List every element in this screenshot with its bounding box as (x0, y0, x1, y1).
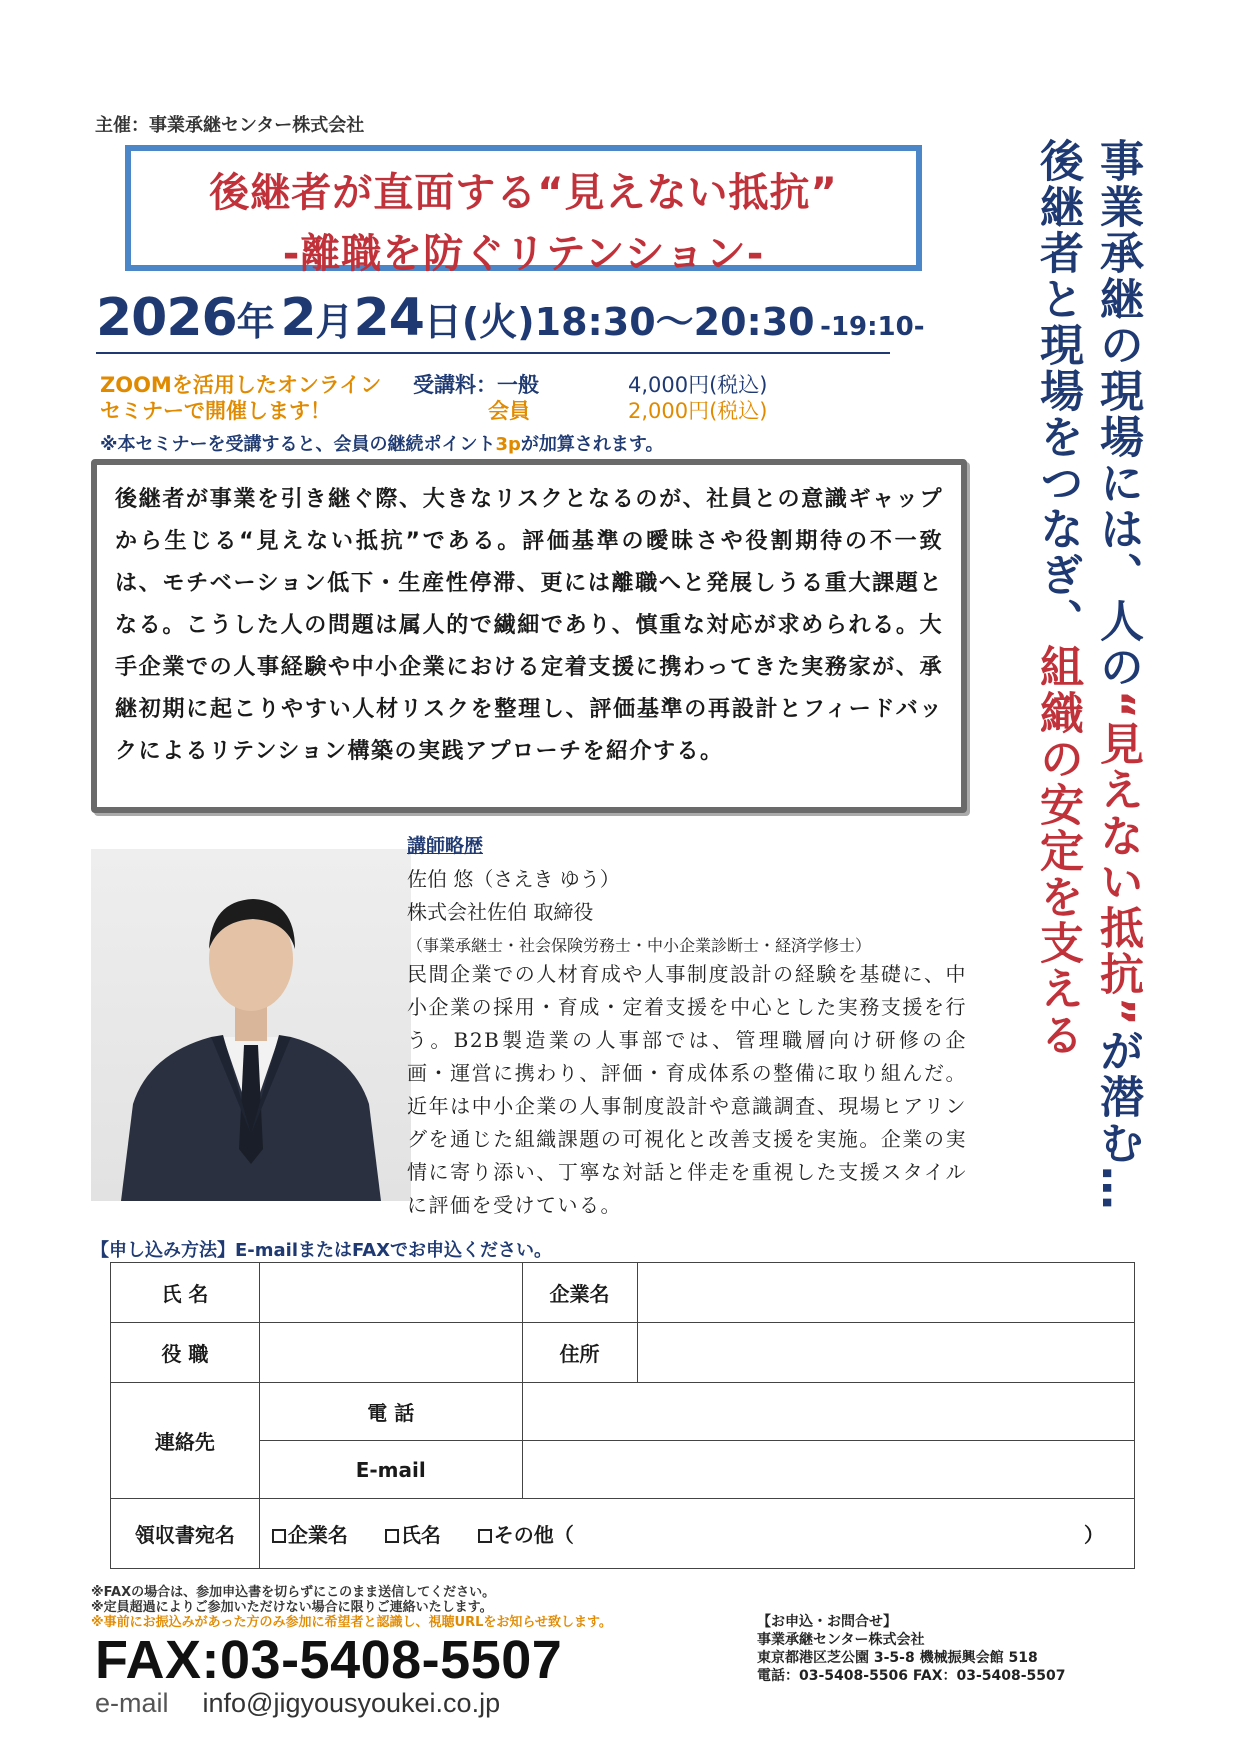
email-label: E-mail (259, 1441, 522, 1499)
receipt-option-name[interactable] (385, 1523, 441, 1547)
apply-method: 【申し込み方法】E-mailまたはFAXでお申込ください。 (91, 1240, 553, 1261)
receipt-label: 領収書宛名 (111, 1499, 260, 1569)
receipt-option-name-label: 氏名 (400, 1523, 441, 1547)
phone-label: 電 話 (259, 1383, 522, 1441)
note-2: ※定員超過によりご参加いただけない場合に限りご連絡いたします。 (91, 1600, 493, 1615)
year: 2026 (96, 288, 237, 348)
point-note-pre: ※本セミナーを受講すると、会員の継続ポイント (100, 434, 496, 455)
online-line2: セミナーで開催します！ (100, 399, 331, 423)
note-1: ※FAXの場合は、参加申込書を切らずにこのまま送信してください。 (91, 1585, 496, 1600)
contact-heading: 【お申込・お問合せ】 (757, 1614, 897, 1630)
name-label: 氏 名 (111, 1263, 260, 1323)
day-unit: 日 (423, 300, 462, 344)
email-address[interactable]: info@jigyousyoukei.co.jp (202, 1688, 501, 1718)
contact-phone: 電話：03-5408-5506 FAX：03-5408-5507 (757, 1668, 1066, 1684)
point-note-post: が加算されます。 (520, 434, 664, 455)
point-note-points: 3p (495, 434, 521, 455)
name-field[interactable] (259, 1263, 522, 1323)
speaker-bio: 民間企業での人材育成や人事制度設計の経験を基礎に、中小企業の採用・育成・定着支援を中心とした実務支援を行う。B2B製造業の人事部では、管理職層向け研修の企画・運営に携わり、評価・育成体系の整備に取り組んだ。近年は中小企業の人事制度設計や意識調査、現場ヒアリングを通じた組織課題の可視化と改善支援を実施。企業の実情に寄り添い、丁寧な対話と伴走を重視した支援スタイルに評価を受けている。 (407, 962, 967, 1217)
vertical-2-pre: 後継者と現場をつなぎ、 (1032, 138, 1083, 644)
receipt-option-other[interactable] (478, 1523, 574, 1547)
checkbox-icon[interactable] (272, 1529, 286, 1543)
vertical-headline-1 (1092, 138, 1143, 1212)
event-datetime (96, 288, 925, 354)
speaker-portrait-icon (91, 849, 411, 1201)
intro-text: 後継者が事業を引き継ぐ際、大きなリスクとなるのが、社員との意識ギャップから生じる“見えない抵抗”である。評価基準の曖昧さや役割期待の不一致は、モチベーション低下・生産性停滞、更には離職へと発展しうる重大課題となる。こうした人の問題は属人的で繊細であり、慎重な対応が求められる。大手企業での人事経験や中小企業における定着支援に携わってきた実務家が、承継初期に起こりやすい人材リスクを整理し、評価基準の再設計とフィードバックによるリテンション構築の実践アプローチを紹介する。 (115, 487, 943, 764)
time-suffix: -19:10- (820, 312, 925, 342)
speaker-qualifications: （事業承継士・社会保険労務士・中小企業診断士・経済学修士） (407, 936, 872, 955)
day: 24 (353, 288, 424, 348)
fee-label: 受講料：一般 (413, 373, 539, 397)
email-line (95, 1688, 500, 1719)
intro-box (91, 459, 967, 813)
phone-field[interactable] (522, 1383, 1134, 1441)
time: 18:30〜20:30 (534, 300, 815, 344)
address-label: 住所 (522, 1323, 637, 1383)
notes (91, 1585, 612, 1630)
note-3: ※事前にお振込みがあった方のみ参加に希望者と認識し、視聴URLをお知らせ致します。 (91, 1615, 612, 1630)
speaker-photo (91, 849, 411, 1201)
receipt-option-other-label: その他（ (493, 1523, 574, 1547)
fee-member-label: 会員 (488, 399, 530, 423)
fee-general: 4,000円(税込) (628, 373, 768, 397)
receipt-close-paren: ） (1084, 1523, 1104, 1547)
title-sub: -離職を防ぐリテンション- (282, 231, 765, 277)
checkbox-icon[interactable] (385, 1529, 399, 1543)
contact-block (757, 1613, 1066, 1685)
company-label: 企業名 (522, 1263, 637, 1323)
month-unit: 月 (315, 300, 354, 344)
organizer: 主催：事業承継センター株式会社 (95, 115, 365, 136)
receipt-option-company-label: 企業名 (287, 1523, 348, 1547)
vertical-2-quote: 組織の安定を支える (1032, 644, 1083, 1058)
position-label: 役 職 (111, 1323, 260, 1383)
contact-label: 連絡先 (111, 1383, 260, 1499)
company-field[interactable] (637, 1263, 1135, 1323)
contact-company: 事業承継センター株式会社 (757, 1632, 925, 1648)
address-field[interactable] (637, 1323, 1135, 1383)
fax-number: FAX:03-5408-5507 (95, 1630, 563, 1690)
email-field[interactable] (522, 1441, 1134, 1499)
online-line1: ZOOMを活用したオンライン (100, 373, 382, 397)
speaker-name: 佐伯 悠（さえき ゆう） (407, 867, 620, 891)
speaker-heading: 講師略歴 (407, 835, 484, 857)
weekday: (火) (461, 300, 535, 344)
speaker-company: 株式会社佐伯 取締役 (407, 900, 594, 924)
application-form (110, 1262, 1135, 1569)
receipt-option-company[interactable] (272, 1523, 348, 1547)
contact-address: 東京都港区芝公園 3-5-8 機械振興会館 518 (757, 1650, 1038, 1666)
vertical-1-quote: “見えない抵抗” (1092, 690, 1143, 1028)
fee-member: 2,000円(税込) (628, 399, 768, 423)
year-unit: 年 (236, 300, 275, 344)
checkbox-icon[interactable] (478, 1529, 492, 1543)
receipt-options (259, 1499, 1134, 1569)
vertical-1-post: が潜む… (1092, 1027, 1143, 1212)
title-main: 後継者が直面する“見えない抵抗” (209, 170, 838, 216)
vertical-1-pre: 事業承継の現場には、人の (1092, 138, 1143, 690)
online-info (100, 372, 381, 424)
email-label-text: e-mail (95, 1688, 169, 1718)
point-note (100, 430, 663, 456)
month: 2 (280, 288, 316, 348)
position-field[interactable] (259, 1323, 522, 1383)
vertical-headline-2 (1032, 138, 1083, 1058)
title-box (125, 145, 922, 277)
